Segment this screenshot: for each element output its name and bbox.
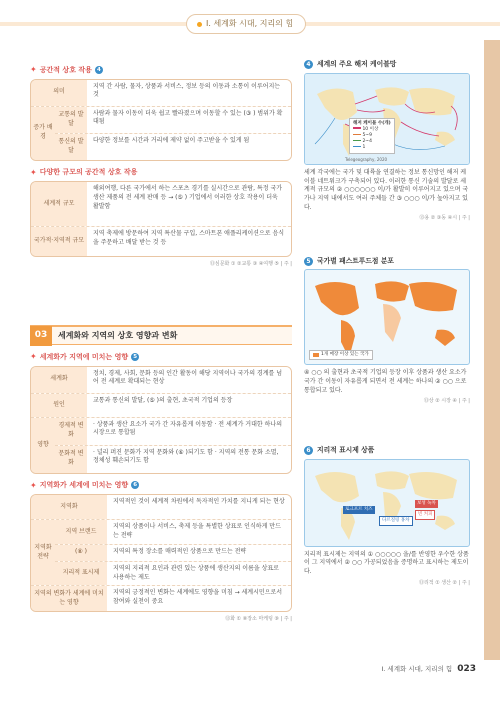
answer-refs: ⑬용 ② ③동 ④시 | 주 | [419,215,470,222]
star-icon: ✦ [30,480,37,490]
table-row: 국가적·지역적 규모 지역 축제에 방문하여 지역 특산물 구입, 스마트폰 애플리케이션으로 음식을 주문하고 배달 받는 것 등 [31,226,291,256]
ref-number-icon: 4 [304,60,313,69]
map2-title: 5 국가별 패스트푸드점 분포 [304,257,470,267]
scales-table [30,181,292,257]
sub2-title: ✦ 지역화가 세계에 미치는 영향 6 [30,480,292,492]
section-spatial-title: ✦ 공간적 상호 작용 4 [30,64,292,76]
table-row: 세계적 규모 해외여행, 다른 국가에서 하는 스포츠 경기를 실시간으로 관람, 특정 국가 생산 제품의 전 세계 판매 등 → (⑤ ) 기업에서 이러한 상호 작용이 더욱 활발함 [31,182,291,226]
table-row: 영향 경제적 변화 · 상품과 생산 요소가 국가 간 자유롭게 이동함 · 전 세계가 거대한 하나의 시장으로 통합됨 문화적 변화 · 널리 퍼진 문화가 지역 문화와 (⑥ )되기도 함 · 지역의 전통 문화 소멸, 정체성 훼손되기도 함 [31,417,291,473]
answer-refs: ⑬상 ② 시장 ④ | 주 | [423,398,470,405]
table-row: 지역화 지역적인 것이 세계적 차원에서 독자적인 가치를 지니게 되는 현상 [31,495,291,519]
fastfood-map [304,269,470,365]
map1-title: 4 세계의 주요 해저 케이블망 [304,60,470,70]
right-column [304,60,470,587]
table-row: 지역의 변화가 세계에 미치는 영향 지역의 긍정적인 변화는 세계에도 영향을 미침 → 세계시민으로서 참여와 실천이 중요 [31,585,291,611]
map-source: Telegeography, 2020 [345,157,388,163]
bullet-icon [197,22,202,27]
ref-number-icon: 5 [304,257,313,266]
spatial-table [30,79,292,161]
map3-title: 6 지리적 표시제 상품 [304,446,470,456]
table-row: 의미 지역 간 사람, 물자, 상품과 서비스, 정보 등의 이동과 소통이 이루어지는 것 [31,80,291,106]
page-number: 023 [457,663,476,674]
world-map-gi [305,460,470,547]
section-03 [30,325,292,623]
star-icon: ✦ [30,167,37,177]
chapter-title: Ⅰ. 세계화 시대, 지리의 힘 [206,19,294,29]
footer-chapter: Ⅰ. 세계화 시대, 지리의 힘 [381,664,453,673]
map-label: 보성 녹차 [415,500,438,509]
page-footer [381,663,476,676]
table-row: 원인 교통과 통신의 발달, (⑤ )의 출현, 초국적 기업의 등장 [31,393,291,417]
answer-refs: ⑬화 ① ⑧장소 마케팅 ⑨ | 주 | [225,616,292,623]
answer-refs: ⑬리적 ① 생산 ② | 주 | [418,579,470,586]
sub1-title: ✦ 세계화가 지역에 미치는 영향 5 [30,351,292,363]
undersea-cable-map [304,73,470,165]
chapter-header [186,14,306,34]
map-label: 다르질링 홍차 [379,516,413,527]
section-03-header: 03 세계화와 지역의 상호 영향과 변화 [30,325,292,345]
map-legend: 해저 케이블 수(개) 10 이상 5~9 2~4 1 [349,118,395,154]
map-label: 로크포르 치즈 [343,506,375,515]
map-legend: 1개 매장 이상 있는 국가 [309,350,373,361]
map1-caption: 세계 각국에는 국가 및 대륙을 연결하는 정보 통신망인 해저 케이블 네트워크가 구축되어 있다. 이러한 통신 기술의 발달로 세계적 규모의 ② ○○○○○○ 이/가 활발히 이루어지고 있으며 국가나 지역 내에서도 여러 주체들 간 ③ ○○○ 이/가 높아지고 있다. [304,168,469,211]
map-label: 빈 커피 [415,510,435,521]
ref-number-icon: 6 [304,446,313,455]
page-edge-strip [484,40,500,660]
map3-caption: 지리적 표시제는 지역의 ① ○○○○○ 을/를 반영한 우수한 상품이 그 지역에서 ② ○○ 가공되었음을 증명하고 표시하는 제도이다. [304,550,469,575]
section-03-title: 세계화와 지역의 상호 영향과 변화 [58,330,178,340]
map2-caption: ④ ○○ 의 출현과 초국적 기업의 등장 이후 상품과 생산 요소가 국가 간 이동이 자유롭게 되면서 전 세계는 하나의 ② ○○ 으로 통합되고 있다. [304,369,467,394]
localization-table [30,494,292,612]
left-column [30,60,292,268]
ref-number-icon: 4 [95,66,103,74]
table-row: 증가 배경 교통의 발달 사람과 물자 이동이 더욱 쉽고 빨라졌으며 이동할 수 있는 (③ ) 범위가 확대됨 통신의 발달 다양한 정보를 시간과 거리에 제약 없이 주고받을 수 있게 됨 [31,106,291,160]
section-scales-title: ✦ 다양한 규모의 공간적 상호 작용 [30,167,138,177]
star-icon: ✦ [30,65,37,74]
answer-refs: ⑬심문화 ① ②교통 ③ ④여행 ⑤ | 주 | [209,261,292,268]
globalization-table [30,366,292,474]
ref-number-icon: 6 [131,481,139,489]
geographic-indication-map [304,459,470,547]
table-row: 세계화 정치, 경제, 사회, 문화 등의 인간 활동이 해당 지역이나 국가의 경계를 넘어 전 세계로 확대되는 현상 [31,367,291,393]
ref-number-icon: 5 [131,353,139,361]
table-row: 지역화 전략 지역 브랜드 지역의 상품이나 서비스, 축제 등을 특별한 상표로 인식하게 만드는 전략 (⑧ ) 지역의 특정 장소를 매력적인 상품으로 만드는 전략 지리적 표시제 지역의 지리적 요인과 관련 있는 상품에 생산지의 이름을 상표로 사용하는 제도 [31,519,291,585]
star-icon: ✦ [30,352,37,361]
